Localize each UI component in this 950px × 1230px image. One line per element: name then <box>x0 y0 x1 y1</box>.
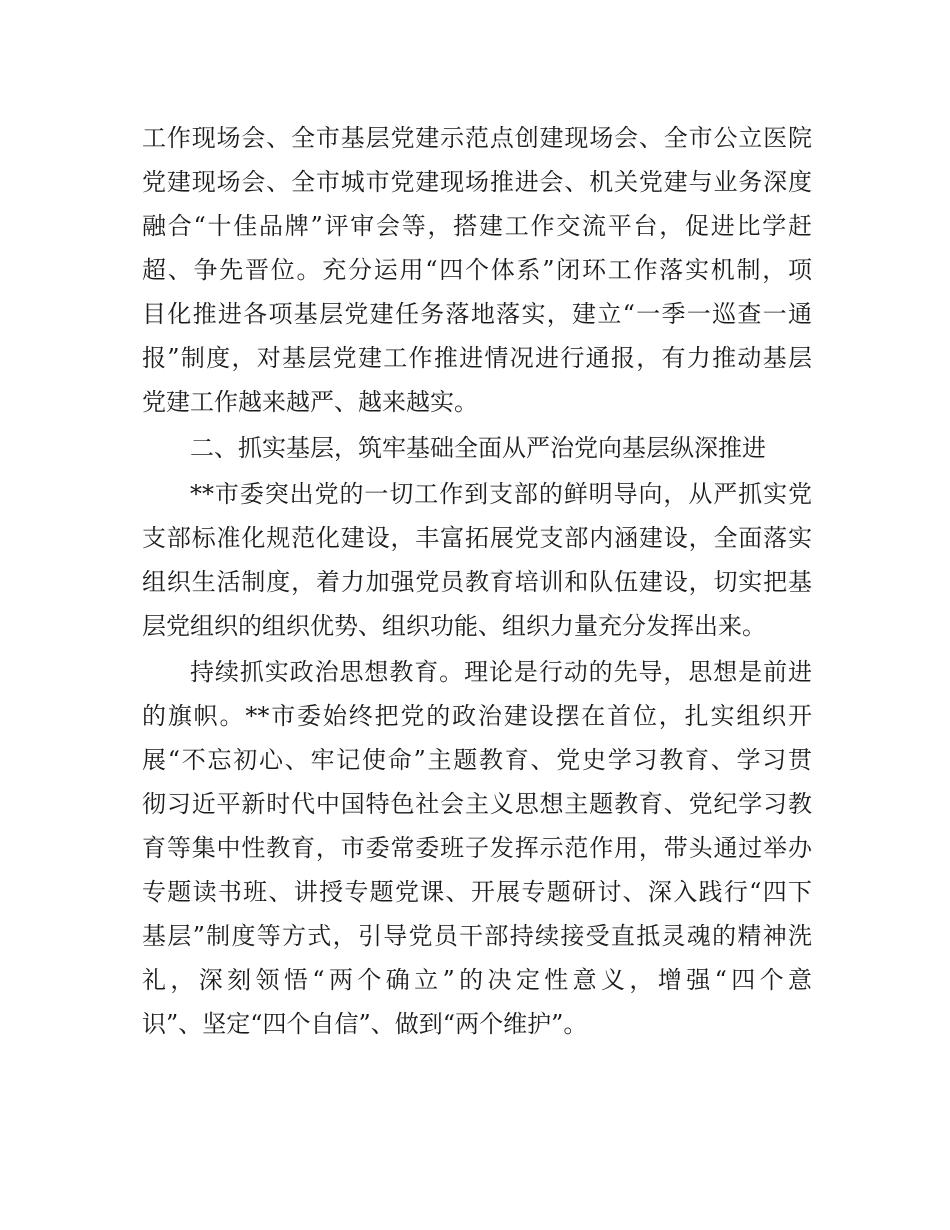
text-line: 基层”制度等方式，引导党员干部持续接受直抵灵魂的精神洗 <box>142 922 812 950</box>
text-line: 专题读书班、讲授专题党课、开展专题研讨、深入践行“四下 <box>142 878 812 906</box>
section-heading <box>142 426 812 470</box>
text-line: 工作现场会、全市基层党建示范点创建现场会、全市公立医院 <box>142 124 812 152</box>
text-line: 层党组织的组织优势、组织功能、组织力量充分发挥出来。 <box>142 612 766 640</box>
text-line: 组织生活制度，着力加强党员教育培训和队伍建设，切实把基 <box>142 568 812 596</box>
text-line: 的旗帜。**市委始终把党的政治建设摆在首位，扎实组织开 <box>142 702 812 730</box>
document-body <box>142 116 812 1046</box>
paragraph <box>142 650 812 1046</box>
text-line: 党建工作越来越严、越来越实。 <box>142 388 478 416</box>
text-line: 识”、坚定“四个自信”、做到“两个维护”。 <box>142 1010 588 1038</box>
text-line: 目化推进各项基层党建任务落地落实，建立“一季一巡查一通 <box>142 300 812 328</box>
text-line: 礼，深刻领悟“两个确立”的决定性意义，增强“四个意 <box>142 966 812 994</box>
section-heading-text: 二、抓实基层，筑牢基础全面从严治党向基层纵深推进 <box>190 434 766 462</box>
text-line: 育等集中性教育，市委常委班子发挥示范作用，带头通过举办 <box>142 834 812 862</box>
text-line: 展“不忘初心、牢记使命”主题教育、党史学习教育、学习贯 <box>142 746 812 774</box>
text-line: 超、争先晋位。充分运用“四个体系”闭环工作落实机制，项 <box>142 256 812 284</box>
paragraph <box>142 116 812 424</box>
text-line: 支部标准化规范化建设，丰富拓展党支部内涵建设，全面落实 <box>142 524 812 552</box>
text-line: 彻习近平新时代中国特色社会主义思想主题教育、党纪学习教 <box>142 790 812 818</box>
text-line: 融合“十佳品牌”评审会等，搭建工作交流平台，促进比学赶 <box>142 212 812 240</box>
text-line: 报”制度，对基层党建工作推进情况进行通报，有力推动基层 <box>142 344 812 372</box>
text-line: **市委突出党的一切工作到支部的鲜明导向，从严抓实党 <box>190 480 812 508</box>
text-line: 党建现场会、全市城市党建现场推进会、机关党建与业务深度 <box>142 168 812 196</box>
paragraph <box>142 472 812 648</box>
text-line: 持续抓实政治思想教育。理论是行动的先导，思想是前进 <box>190 658 812 686</box>
